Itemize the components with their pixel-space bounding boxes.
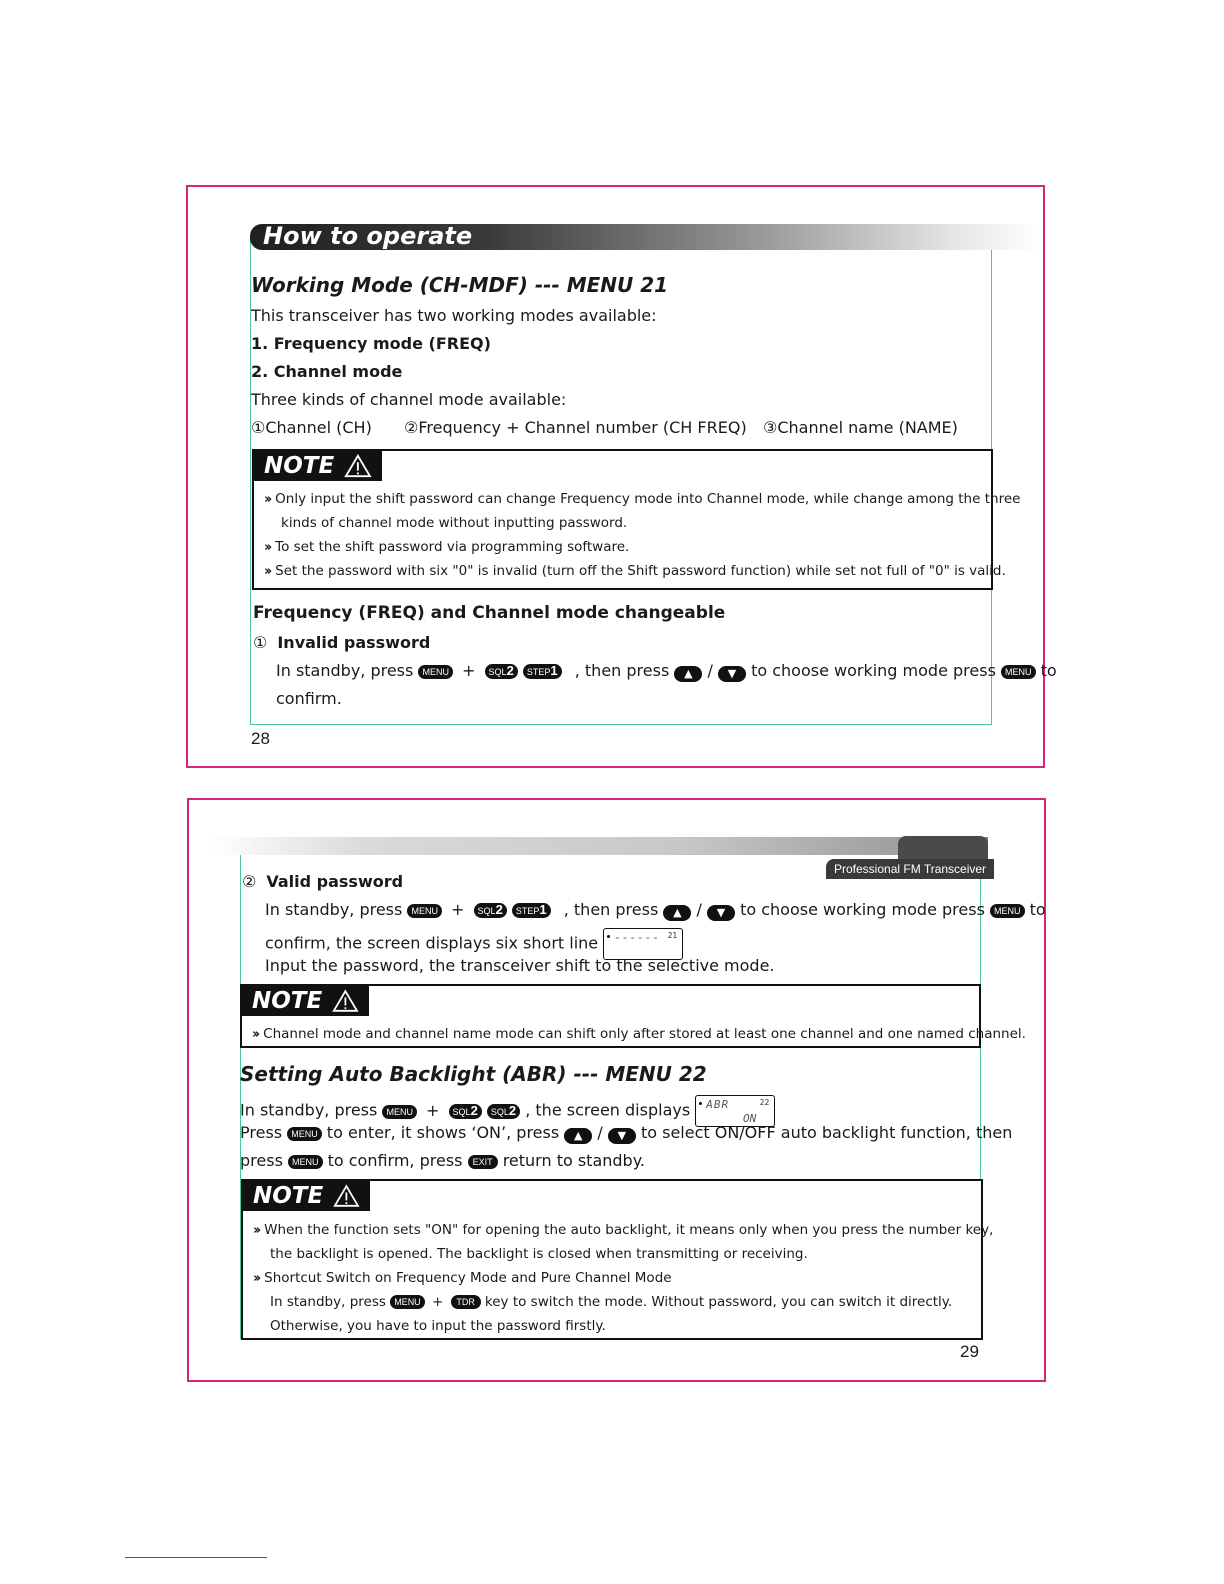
step1-key: STEP1 bbox=[523, 664, 562, 679]
instruction-line: press MENU to confirm, press EXIT return to standby. bbox=[240, 1151, 645, 1170]
warning-icon bbox=[332, 988, 359, 1014]
sql2-key: SQL2 bbox=[485, 664, 518, 679]
note-line: ›› Channel mode and channel name mode can shift only after stored at least one channel and one named channel. bbox=[252, 1026, 1026, 1042]
note-line: the backlight is opened. The backlight is closed when transmitting or receiving. bbox=[270, 1246, 808, 1262]
channel-kind: ③Channel name (NAME) bbox=[763, 418, 958, 437]
valid-password-heading: ② Valid password bbox=[242, 872, 404, 891]
note-line: ›› Set the password with six "0" is invalid (turn off the Shift password function) while set not full of "0" is valid. bbox=[264, 563, 1006, 579]
instruction-line: Input the password, the transceiver shift to the selective mode. bbox=[265, 956, 775, 975]
section-title: Setting Auto Backlight (ABR) --- MENU 22 bbox=[240, 1062, 707, 1086]
chevron-right-icon: ›› bbox=[252, 1026, 258, 1042]
up-arrow-icon: ▲ bbox=[674, 666, 702, 682]
exit-key: EXIT bbox=[468, 1155, 498, 1169]
kinds-intro: Three kinds of channel mode available: bbox=[251, 390, 567, 409]
menu-key: MENU bbox=[287, 1127, 322, 1141]
menu-key: MENU bbox=[1001, 665, 1036, 679]
instruction-line: In standby, press MENU + SQL2 SQL2 , the screen displays ABR ON 22 bbox=[240, 1095, 775, 1127]
invalid-password-heading: ① Invalid password bbox=[253, 633, 431, 652]
menu-key: MENU bbox=[990, 904, 1025, 918]
down-arrow-icon: ▼ bbox=[608, 1128, 636, 1144]
menu-key: MENU bbox=[288, 1155, 323, 1169]
chevron-right-icon: ›› bbox=[264, 491, 270, 507]
note-line: ›› Shortcut Switch on Frequency Mode and Pure Channel Mode bbox=[253, 1270, 672, 1286]
menu-key: MENU bbox=[407, 904, 442, 918]
channel-kind: ②Frequency + Channel number (CH FREQ) bbox=[404, 418, 747, 437]
note-tab bbox=[254, 451, 382, 481]
menu-key: MENU bbox=[390, 1295, 425, 1309]
lcd-display: ------ 21 bbox=[603, 928, 683, 960]
step1-key: STEP1 bbox=[512, 903, 551, 918]
chevron-right-icon: ›› bbox=[253, 1222, 259, 1238]
warning-icon bbox=[344, 453, 372, 479]
instruction-line: confirm, the screen displays six short line ------ 21 bbox=[265, 928, 683, 960]
mode-item: 2. Channel mode bbox=[251, 362, 403, 381]
page-number: 29 bbox=[960, 1342, 979, 1361]
note-line: kinds of channel mode without inputting password. bbox=[281, 515, 628, 531]
chevron-right-icon: ›› bbox=[253, 1270, 259, 1286]
mode-item: 1. Frequency mode (FREQ) bbox=[251, 334, 491, 353]
intro-text: This transceiver has two working modes available: bbox=[251, 306, 657, 325]
note-box bbox=[241, 1179, 994, 1340]
instruction-line: Press MENU to enter, it shows ‘ON’, press ▲ / ▼ to select ON/OFF auto backlight function, then bbox=[240, 1123, 1013, 1142]
chevron-right-icon: ›› bbox=[264, 539, 270, 555]
note-box bbox=[252, 449, 1021, 590]
menu-key: MENU bbox=[382, 1105, 417, 1119]
note-line: ›› To set the shift password via programming software. bbox=[264, 539, 630, 555]
note-label: NOTE bbox=[252, 988, 323, 1014]
sql2-key: SQL2 bbox=[449, 1104, 482, 1119]
footer-rule bbox=[125, 1557, 267, 1558]
up-arrow-icon: ▲ bbox=[663, 905, 691, 921]
note-line: Otherwise, you have to input the password firstly. bbox=[270, 1318, 606, 1334]
warning-icon bbox=[333, 1183, 360, 1209]
note-tab bbox=[243, 1181, 370, 1211]
note-label: NOTE bbox=[253, 1183, 324, 1209]
instruction-line: In standby, press MENU + SQL2 STEP1 , then press ▲ / ▼ to choose working mode press MENU to bbox=[276, 661, 1057, 680]
header-title: How to operate bbox=[263, 222, 473, 250]
product-badge: Professional FM Transceiver bbox=[826, 859, 994, 879]
header-tab bbox=[898, 836, 988, 860]
note-line: ›› When the function sets "ON" for opening the auto backlight, it means only when you press the number key, bbox=[253, 1222, 994, 1238]
page-number: 28 bbox=[251, 729, 270, 748]
sql2-key: SQL2 bbox=[487, 1104, 520, 1119]
subsection-title: Frequency (FREQ) and Channel mode changeable bbox=[253, 603, 726, 623]
section-title: Working Mode (CH-MDF) --- MENU 21 bbox=[251, 273, 669, 297]
chevron-right-icon: ›› bbox=[264, 563, 270, 579]
note-tab bbox=[242, 986, 369, 1016]
instruction-line: confirm. bbox=[276, 689, 342, 708]
channel-kind: ①Channel (CH) bbox=[251, 418, 372, 437]
down-arrow-icon: ▼ bbox=[707, 905, 735, 921]
note-line: In standby, press MENU + TDR key to switch the mode. Without password, you can switch it directly. bbox=[270, 1294, 953, 1310]
tdr-key: TDR bbox=[451, 1295, 481, 1309]
up-arrow-icon: ▲ bbox=[564, 1128, 592, 1144]
instruction-line: In standby, press MENU + SQL2 STEP1 , then press ▲ / ▼ to choose working mode press MENU to bbox=[265, 900, 1046, 919]
note-label: NOTE bbox=[264, 453, 335, 479]
sql2-key: SQL2 bbox=[474, 903, 507, 918]
note-box bbox=[240, 984, 1026, 1048]
header-bar bbox=[210, 837, 988, 855]
down-arrow-icon: ▼ bbox=[718, 666, 746, 682]
menu-key: MENU bbox=[418, 665, 453, 679]
lcd-display: ABR ON 22 bbox=[695, 1095, 775, 1127]
note-line: ›› Only input the shift password can change Frequency mode into Channel mode, while change among the three bbox=[264, 491, 1021, 507]
